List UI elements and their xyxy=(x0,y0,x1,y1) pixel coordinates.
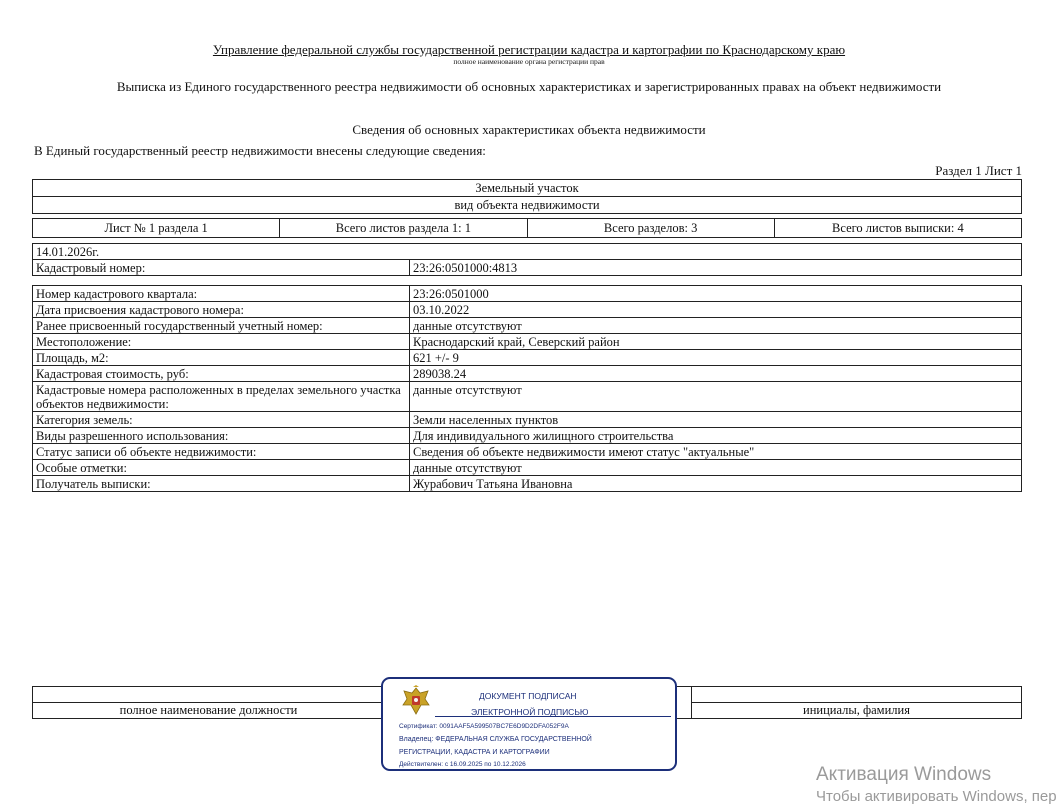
row-value: Земли населенных пунктов xyxy=(410,412,1022,428)
organization-caption: полное наименование органа регистрации прав xyxy=(453,57,605,66)
row-value: данные отсутствуют xyxy=(410,318,1022,334)
row-label: Кадастровые номера расположенных в пределах земельного участка объектов недвижимости: xyxy=(33,382,410,412)
object-type-caption: вид объекта недвижимости xyxy=(33,197,1022,214)
coat-of-arms-icon xyxy=(401,685,431,717)
stamp-owner-line1: Владелец: ФЕДЕРАЛЬНАЯ СЛУЖБА ГОСУДАРСТВЕННОЙ xyxy=(399,736,592,743)
cadastral-number-value: 23:26:0501000:4813 xyxy=(410,260,1022,276)
cadastral-number-label: Кадастровый номер: xyxy=(33,260,410,276)
sheets-table xyxy=(32,218,1022,238)
table-row xyxy=(33,444,1022,460)
stamp-line2: ЭЛЕКТРОННОЙ ПОДПИСЬЮ xyxy=(471,707,589,717)
table-row xyxy=(33,366,1022,382)
table-row xyxy=(33,412,1022,428)
row-value: Сведения об объекте недвижимости имеют статус "актуальные" xyxy=(410,444,1022,460)
row-label: Категория земель: xyxy=(33,412,410,428)
organization-name: Управление федеральной службы государственной регистрации кадастра и картографии по Краснодарскому краю xyxy=(212,42,846,57)
stamp-line1: ДОКУМЕНТ ПОДПИСАН xyxy=(479,691,577,701)
row-value: Краснодарский край, Северский район xyxy=(410,334,1022,350)
row-value: Журабович Татьяна Ивановна xyxy=(410,476,1022,492)
object-type-table xyxy=(32,179,1022,214)
windows-activation-title: Активация Windows xyxy=(816,764,992,785)
table-row xyxy=(33,382,1022,412)
table-row xyxy=(33,460,1022,476)
row-label: Площадь, м2: xyxy=(33,350,410,366)
characteristics-table xyxy=(32,285,1022,492)
row-value: 23:26:0501000 xyxy=(410,286,1022,302)
table-row xyxy=(33,318,1022,334)
table-row xyxy=(33,286,1022,302)
extract-title: Выписка из Единого государственного реестра недвижимости об основных характеристиках и зарегистрированных правах на объект недвижимости xyxy=(116,79,942,94)
row-label: Дата присвоения кадастрового номера: xyxy=(33,302,410,318)
table-row xyxy=(33,428,1022,444)
stamp-validity: Действителен: с 16.09.2025 по 10.12.2026 xyxy=(399,761,526,768)
row-value: 289038.24 xyxy=(410,366,1022,382)
windows-activation-subtitle: Чтобы активировать Windows, пер xyxy=(816,788,1057,805)
row-value: 621 +/- 9 xyxy=(410,350,1022,366)
row-label: Особые отметки: xyxy=(33,460,410,476)
section-heading: Сведения об основных характеристиках объекта недвижимости xyxy=(352,122,706,137)
name-field xyxy=(692,687,1022,703)
intro-text: В Единый государственный реестр недвижимости внесены следующие сведения: xyxy=(34,143,486,158)
stamp-certificate: Сертификат: 0091AAF5A599507BC7E6D9D2DFA052F9A xyxy=(399,723,569,730)
extract-sheets-total: Всего листов выписки: 4 xyxy=(774,219,1021,238)
table-row xyxy=(33,302,1022,318)
row-label: Номер кадастрового квартала: xyxy=(33,286,410,302)
table-row xyxy=(33,350,1022,366)
object-type: Земельный участок xyxy=(33,180,1022,197)
row-label: Кадастровая стоимость, руб: xyxy=(33,366,410,382)
row-label: Местоположение: xyxy=(33,334,410,350)
sheet-number: Лист № 1 раздела 1 xyxy=(33,219,280,238)
electronic-signature-stamp xyxy=(381,677,677,771)
row-value: данные отсутствуют xyxy=(410,382,1022,412)
table-row xyxy=(33,476,1022,492)
meta-table xyxy=(32,243,1022,276)
section-sheet-label: Раздел 1 Лист 1 xyxy=(935,163,1022,178)
stamp-divider xyxy=(435,716,671,717)
extract-date: 14.01.2026г. xyxy=(33,244,1022,260)
sections-total: Всего разделов: 3 xyxy=(527,219,774,238)
section-sheets-total: Всего листов раздела 1: 1 xyxy=(280,219,527,238)
stamp-owner-line2: РЕГИСТРАЦИИ, КАДАСТРА И КАРТОГРАФИИ xyxy=(399,749,550,756)
position-field xyxy=(33,687,385,703)
row-label: Статус записи об объекте недвижимости: xyxy=(33,444,410,460)
row-label: Виды разрешенного использования: xyxy=(33,428,410,444)
row-label: Ранее присвоенный государственный учетный номер: xyxy=(33,318,410,334)
position-caption: полное наименование должности xyxy=(33,703,385,719)
row-value: 03.10.2022 xyxy=(410,302,1022,318)
row-label: Получатель выписки: xyxy=(33,476,410,492)
table-row xyxy=(33,334,1022,350)
row-value: Для индивидуального жилищного строительства xyxy=(410,428,1022,444)
row-value: данные отсутствуют xyxy=(410,460,1022,476)
name-caption: инициалы, фамилия xyxy=(692,703,1022,719)
